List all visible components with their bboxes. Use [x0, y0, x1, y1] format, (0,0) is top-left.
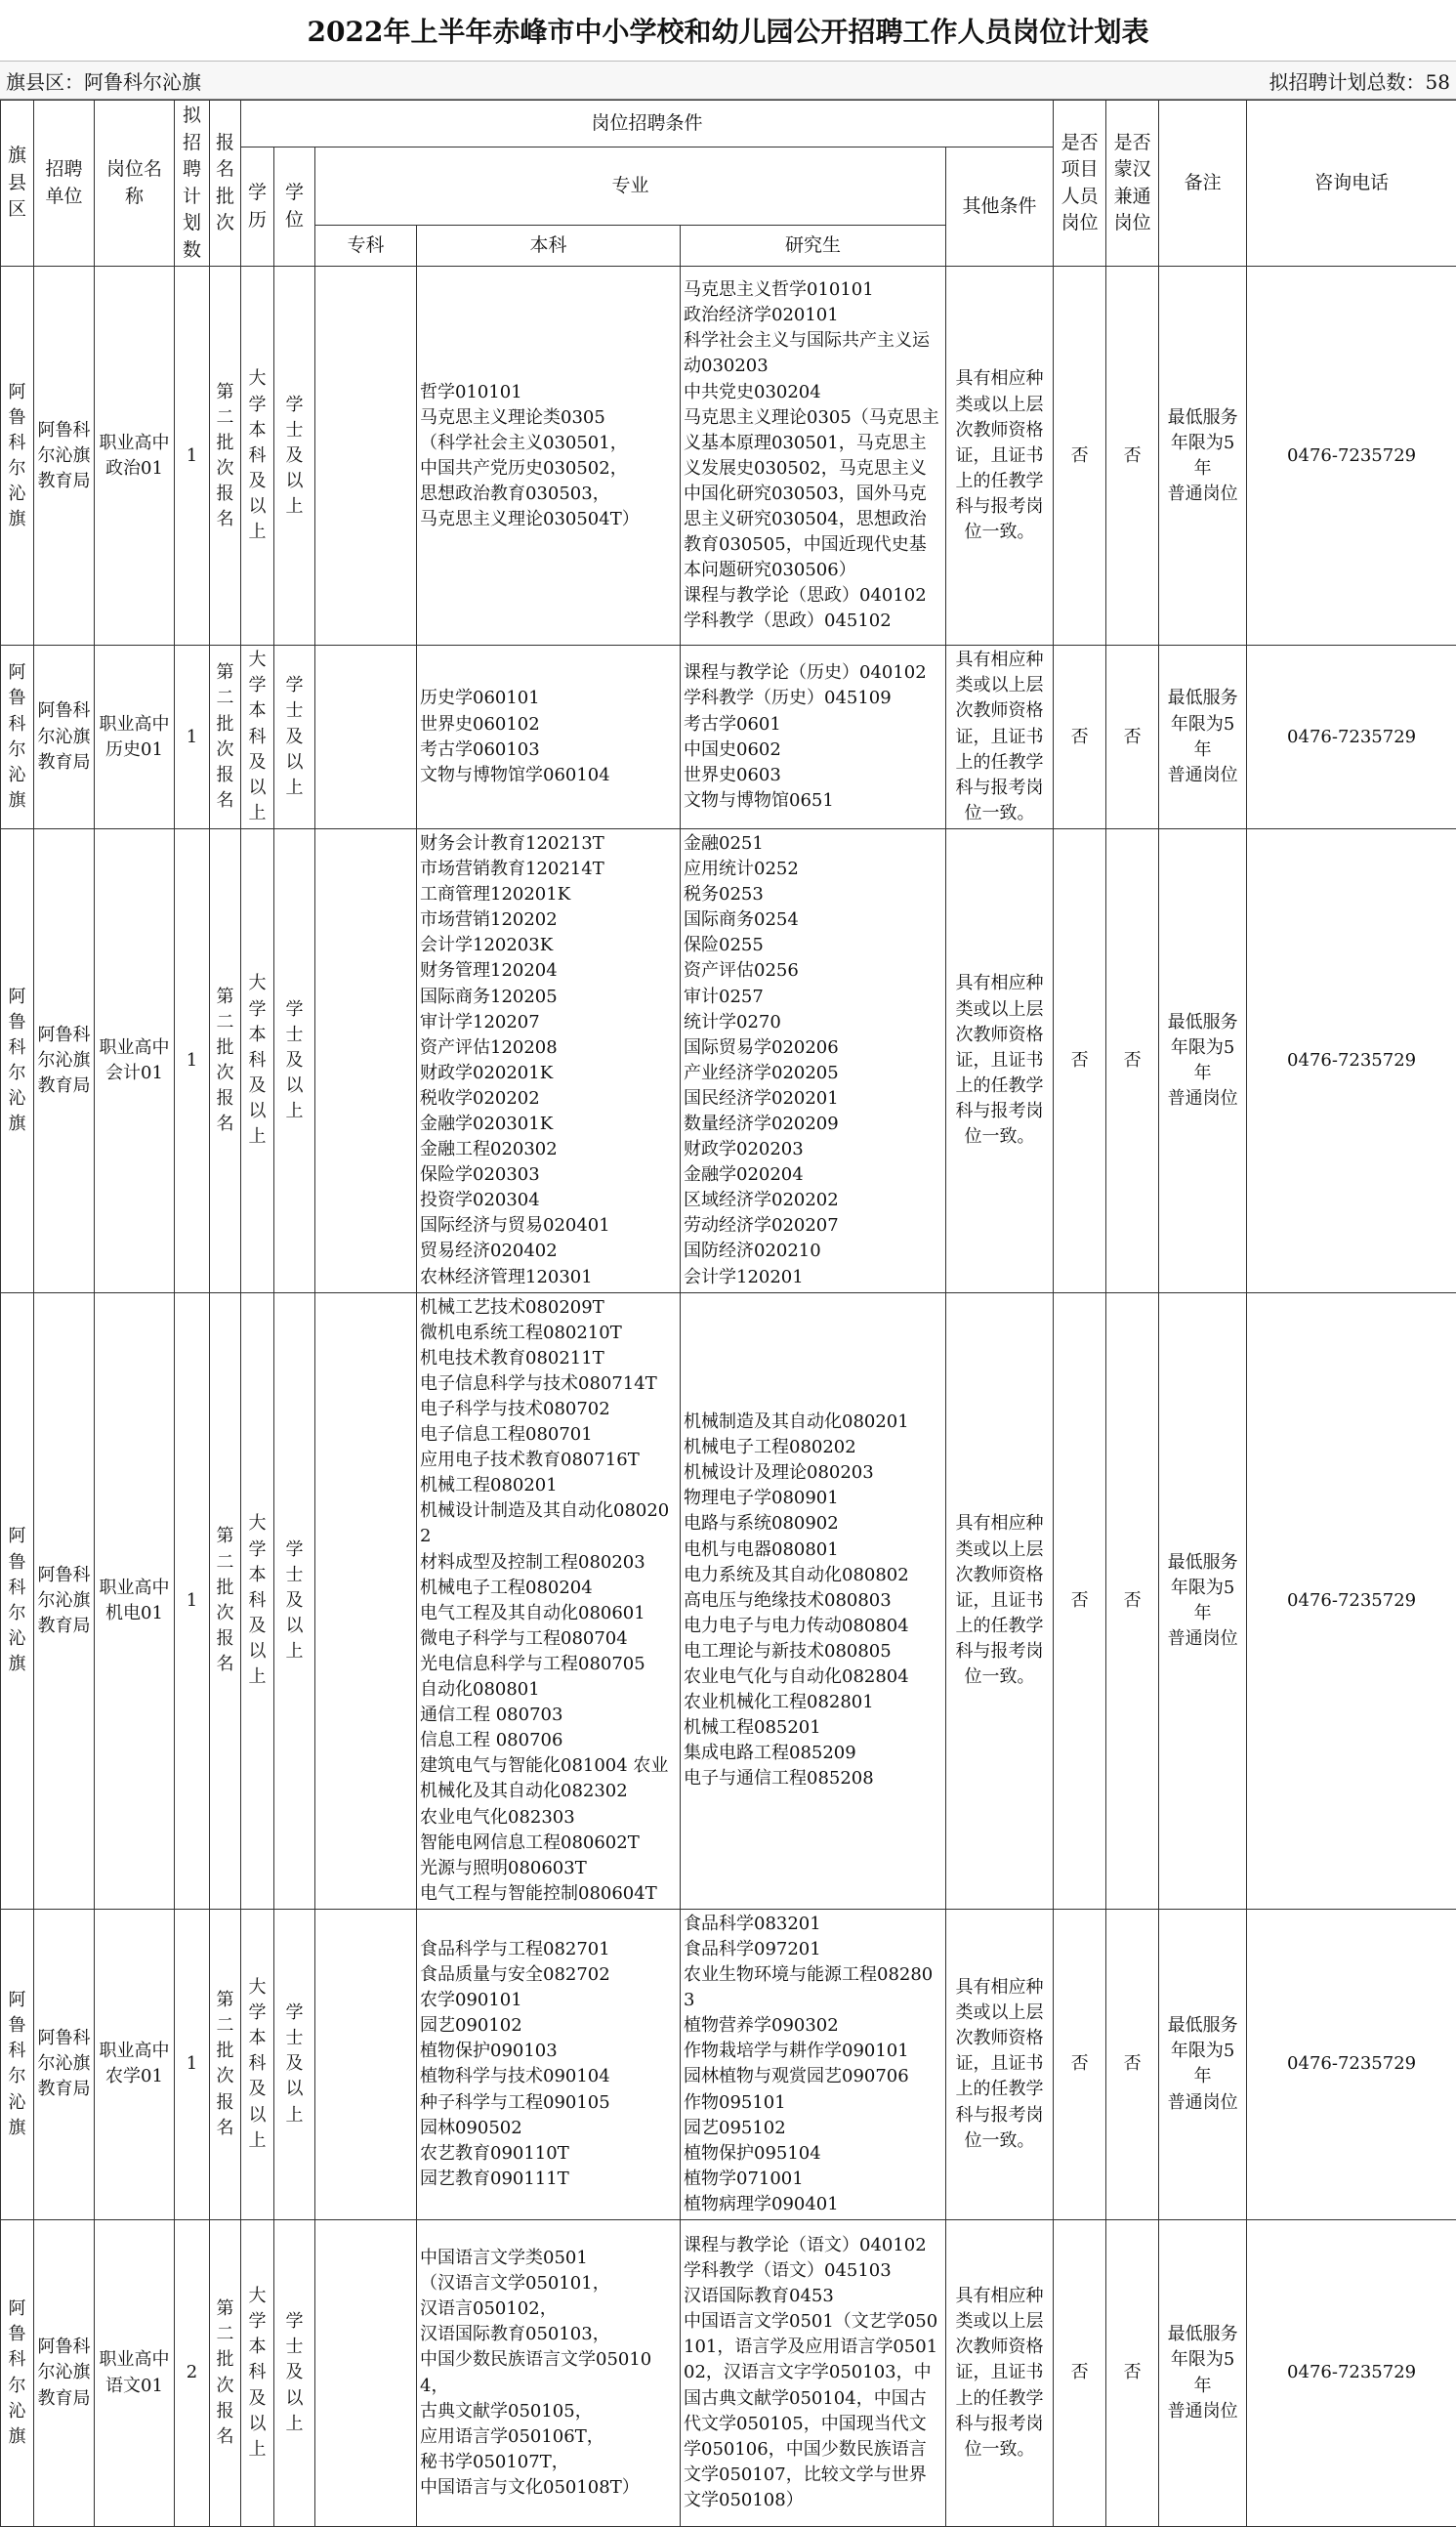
remark-cell — [1159, 267, 1247, 646]
graduate-majors-cell — [681, 828, 946, 1292]
major-item: 学科教学（语文）045103 — [684, 2258, 942, 2284]
table-row — [1, 267, 1456, 646]
major-item: 金融工程020302 — [420, 1137, 677, 1162]
major-item: 信息工程 080706 — [420, 1728, 677, 1753]
phone-cell: 0476-7235729 — [1247, 646, 1456, 829]
junior-college-cell — [315, 828, 417, 1292]
major-item: 农业机械化工程082801 — [684, 1690, 942, 1715]
major-item: 统计学0270 — [684, 1010, 942, 1035]
education-cell: 大学本科及以上 — [241, 2220, 274, 2527]
major-item: 哲学010101 — [420, 380, 677, 405]
major-item: 作物栽培学与耕作学090101 — [684, 2039, 942, 2064]
plan-total-label: 拟招聘计划总数：58 — [1269, 66, 1450, 95]
other-conditions-cell: 具有相应种类或以上层次教师资格证，且证书上的任教学科与报考岗位一致。 — [946, 2220, 1054, 2527]
major-item: 考古学0601 — [684, 712, 942, 737]
project-cell: 否 — [1054, 646, 1106, 829]
bilingual-cell: 否 — [1106, 1292, 1159, 1909]
major-item: 学科教学（历史）045109 — [684, 686, 942, 711]
major-item: 财政学020201K — [420, 1061, 677, 1086]
major-item: 资产评估120208 — [420, 1035, 677, 1061]
major-item: 中国语言文学类0501 — [420, 2246, 677, 2271]
header-degree: 学位 — [274, 147, 315, 267]
header-bilingual: 是否蒙汉兼通岗位 — [1106, 101, 1159, 267]
header-undergraduate: 本科 — [417, 226, 681, 267]
major-item: 机电技术教育080211T — [420, 1346, 677, 1371]
region-label: 旗县区：阿鲁科尔沁旗 — [6, 66, 201, 95]
other-conditions-cell: 具有相应种类或以上层次教师资格证，且证书上的任教学科与报考岗位一致。 — [946, 1909, 1054, 2219]
unit-cell: 阿鲁科尔沁旗教育局 — [34, 828, 95, 1292]
major-item: 农业生物环境与能源工程082803 — [684, 1962, 942, 2013]
major-item: 电气工程及其自动化080601 — [420, 1601, 677, 1626]
header-conditions: 岗位招聘条件 — [241, 101, 1054, 147]
degree-cell: 学士及以上 — [274, 267, 315, 646]
major-item: 思想政治教育030503， — [420, 482, 677, 507]
major-item: 课程与教学论（语文）040102 — [684, 2233, 942, 2258]
junior-college-cell — [315, 646, 417, 829]
major-item: 投资学020304 — [420, 1188, 677, 1213]
remark-cell — [1159, 1292, 1247, 1909]
major-item: 金融学020301K — [420, 1112, 677, 1137]
county-cell: 阿鲁科尔沁旗 — [1, 1909, 34, 2219]
major-item: 电工理论与新技术080805 — [684, 1639, 942, 1664]
major-item: 农艺教育090110T — [420, 2141, 677, 2167]
header-junior-college: 专科 — [315, 226, 417, 267]
major-item: 农业电气化与自动化082804 — [684, 1664, 942, 1690]
header-unit: 招聘单位 — [34, 101, 95, 267]
major-item: 植物学071001 — [684, 2167, 942, 2192]
county-cell: 阿鲁科尔沁旗 — [1, 646, 34, 829]
county-cell: 阿鲁科尔沁旗 — [1, 828, 34, 1292]
remark-service-years: 最低服务年限为5年 — [1162, 1550, 1243, 1626]
project-cell: 否 — [1054, 267, 1106, 646]
remark-position-type: 普通岗位 — [1162, 763, 1243, 788]
major-item: 文物与博物馆学060104 — [420, 763, 677, 788]
major-item: 食品科学083201 — [684, 1912, 942, 1937]
page-title: 2022年上半年赤峰市中小学校和幼儿园公开招聘工作人员岗位计划表 — [0, 0, 1456, 62]
bilingual-cell: 否 — [1106, 2220, 1159, 2527]
project-cell: 否 — [1054, 828, 1106, 1292]
undergraduate-majors-cell — [417, 646, 681, 829]
remark-service-years: 最低服务年限为5年 — [1162, 686, 1243, 762]
plan-count-cell: 1 — [175, 646, 210, 829]
major-item: 光源与照明080603T — [420, 1856, 677, 1881]
major-item: 电子科学与技术080702 — [420, 1397, 677, 1422]
major-item: 汉语言050102， — [420, 2296, 677, 2322]
table-row — [1, 2220, 1456, 2527]
major-item: 课程与教学论（思政）040102 — [684, 583, 942, 609]
graduate-majors-cell — [681, 1909, 946, 2219]
major-item: 应用电子技术教育080716T — [420, 1448, 677, 1473]
major-item: 科学社会主义与国际共产主义运动030203 — [684, 328, 942, 379]
major-item: 集成电路工程085209 — [684, 1741, 942, 1766]
unit-cell: 阿鲁科尔沁旗教育局 — [34, 1909, 95, 2219]
degree-cell: 学士及以上 — [274, 828, 315, 1292]
position-cell: 职业高中历史01 — [95, 646, 175, 829]
project-cell: 否 — [1054, 1292, 1106, 1909]
batch-cell: 第二批次报名 — [210, 1909, 241, 2219]
major-item: 贸易经济020402 — [420, 1239, 677, 1264]
major-item: 国际商务120205 — [420, 985, 677, 1010]
header-position: 岗位名称 — [95, 101, 175, 267]
graduate-majors-cell — [681, 2220, 946, 2527]
junior-college-cell — [315, 267, 417, 646]
major-item: 财务会计教育120213T — [420, 831, 677, 857]
phone-cell: 0476-7235729 — [1247, 1909, 1456, 2219]
major-item: 中国语言与文化050108T） — [420, 2475, 677, 2501]
unit-cell: 阿鲁科尔沁旗教育局 — [34, 2220, 95, 2527]
major-item: 市场营销教育120214T — [420, 857, 677, 882]
major-item: 机械工程080201 — [420, 1473, 677, 1498]
project-cell: 否 — [1054, 2220, 1106, 2527]
major-item: （科学社会主义030501， — [420, 431, 677, 456]
major-item: 财政学020203 — [684, 1137, 942, 1162]
degree-cell: 学士及以上 — [274, 646, 315, 829]
bilingual-cell: 否 — [1106, 646, 1159, 829]
header-other: 其他条件 — [946, 147, 1054, 267]
major-item: 自动化080801 — [420, 1677, 677, 1703]
major-item: 国际贸易学020206 — [684, 1035, 942, 1061]
major-item: 植物保护090103 — [420, 2039, 677, 2064]
major-item: 物理电子学080901 — [684, 1486, 942, 1511]
phone-cell: 0476-7235729 — [1247, 828, 1456, 1292]
major-item: 电子与通信工程085208 — [684, 1766, 942, 1791]
major-item: 国防经济020210 — [684, 1239, 942, 1264]
major-item: 食品科学与工程082701 — [420, 1937, 677, 1962]
major-item: 产业经济学020205 — [684, 1061, 942, 1086]
position-cell: 职业高中会计01 — [95, 828, 175, 1292]
remark-cell — [1159, 2220, 1247, 2527]
county-cell: 阿鲁科尔沁旗 — [1, 267, 34, 646]
education-cell: 大学本科及以上 — [241, 1292, 274, 1909]
header-batch: 报名批次 — [210, 101, 241, 267]
major-item: 国际经济与贸易020401 — [420, 1213, 677, 1239]
major-item: 课程与教学论（历史）040102 — [684, 660, 942, 686]
major-item: 马克思主义哲学010101 — [684, 277, 942, 303]
batch-cell: 第二批次报名 — [210, 2220, 241, 2527]
major-item: 资产评估0256 — [684, 958, 942, 984]
major-item: 机械工艺技术080209T — [420, 1295, 677, 1321]
education-cell: 大学本科及以上 — [241, 267, 274, 646]
major-item: 会计学120201 — [684, 1265, 942, 1290]
phone-cell: 0476-7235729 — [1247, 2220, 1456, 2527]
other-conditions-cell: 具有相应种类或以上层次教师资格证，且证书上的任教学科与报考岗位一致。 — [946, 1292, 1054, 1909]
major-item: 应用统计0252 — [684, 857, 942, 882]
major-item: 植物病理学090401 — [684, 2192, 942, 2217]
major-item: 光电信息科学与工程080705 — [420, 1652, 677, 1677]
major-item: 中国共产党历史030502， — [420, 456, 677, 482]
education-cell: 大学本科及以上 — [241, 828, 274, 1292]
plan-count-cell: 1 — [175, 1909, 210, 2219]
graduate-majors-cell — [681, 267, 946, 646]
project-cell: 否 — [1054, 1909, 1106, 2219]
major-item: 保险0255 — [684, 933, 942, 958]
major-item: 会计学120203K — [420, 933, 677, 958]
remark-cell — [1159, 1909, 1247, 2219]
position-cell: 职业高中机电01 — [95, 1292, 175, 1909]
header-project: 是否项目人员岗位 — [1054, 101, 1106, 267]
major-item: 园林植物与观赏园艺090706 — [684, 2064, 942, 2089]
remark-service-years: 最低服务年限为5年 — [1162, 2013, 1243, 2089]
major-item: 作物095101 — [684, 2090, 942, 2116]
header-plan-count: 拟招聘计划数 — [175, 101, 210, 267]
major-item: 机械电子工程080204 — [420, 1576, 677, 1601]
major-item: 文物与博物馆0651 — [684, 788, 942, 814]
major-item: 农学090101 — [420, 1988, 677, 2013]
batch-cell: 第二批次报名 — [210, 828, 241, 1292]
major-item: 国际商务0254 — [684, 907, 942, 933]
batch-cell: 第二批次报名 — [210, 267, 241, 646]
major-item: 智能电网信息工程080602T — [420, 1831, 677, 1856]
major-item: 学科教学（思政）045102 — [684, 609, 942, 634]
major-item: 机械工程085201 — [684, 1715, 942, 1741]
county-cell: 阿鲁科尔沁旗 — [1, 2220, 34, 2527]
bilingual-cell: 否 — [1106, 267, 1159, 646]
major-item: 中共党史030204 — [684, 380, 942, 405]
remark-service-years: 最低服务年限为5年 — [1162, 405, 1243, 482]
major-item: 汉语国际教育0453 — [684, 2284, 942, 2309]
other-conditions-cell: 具有相应种类或以上层次教师资格证，且证书上的任教学科与报考岗位一致。 — [946, 828, 1054, 1292]
batch-cell: 第二批次报名 — [210, 1292, 241, 1909]
major-item: 中国史0602 — [684, 737, 942, 763]
remark-cell — [1159, 646, 1247, 829]
major-item: 劳动经济学020207 — [684, 1213, 942, 1239]
major-item: 马克思主义理论030504T） — [420, 507, 677, 532]
major-item: 金融0251 — [684, 831, 942, 857]
county-cell: 阿鲁科尔沁旗 — [1, 1292, 34, 1909]
major-item: 中国少数民族语言文学050104， — [420, 2347, 677, 2398]
degree-cell: 学士及以上 — [274, 2220, 315, 2527]
major-item: 机械设计制造及其自动化080202 — [420, 1498, 677, 1549]
major-item: 古典文献学050105， — [420, 2399, 677, 2424]
major-item: 农业电气化082303 — [420, 1805, 677, 1831]
major-item: 秘书学050107T， — [420, 2450, 677, 2475]
major-item: 税务0253 — [684, 882, 942, 907]
education-cell: 大学本科及以上 — [241, 1909, 274, 2219]
undergraduate-majors-cell — [417, 1292, 681, 1909]
header-major: 专业 — [315, 147, 946, 226]
batch-cell: 第二批次报名 — [210, 646, 241, 829]
table-row — [1, 646, 1456, 829]
major-item: 电子信息科学与技术080714T — [420, 1371, 677, 1397]
header-remark: 备注 — [1159, 101, 1247, 267]
phone-cell: 0476-7235729 — [1247, 267, 1456, 646]
junior-college-cell — [315, 1909, 417, 2219]
remark-service-years: 最低服务年限为5年 — [1162, 2322, 1243, 2398]
major-item: （汉语言文学050101， — [420, 2271, 677, 2296]
header-graduate: 研究生 — [681, 226, 946, 267]
plan-count-cell: 1 — [175, 828, 210, 1292]
education-cell: 大学本科及以上 — [241, 646, 274, 829]
major-item: 保险学020303 — [420, 1162, 677, 1188]
plan-count-cell: 1 — [175, 267, 210, 646]
remark-position-type: 普通岗位 — [1162, 1626, 1243, 1652]
major-item: 电机与电器080801 — [684, 1537, 942, 1563]
bilingual-cell: 否 — [1106, 828, 1159, 1292]
major-item: 通信工程 080703 — [420, 1703, 677, 1728]
major-item: 电力电子与电力传动080804 — [684, 1614, 942, 1639]
major-item: 马克思主义理论0305（马克思主义基本原理030501，马克思主义发展史030502，马克思主义中国化研究030503，国外马克思主义研究030504，思想政治教育030505，中国近现代史基本问题研究030506） — [684, 405, 942, 584]
major-item: 应用语言学050106T， — [420, 2424, 677, 2450]
major-item: 世界史0603 — [684, 763, 942, 788]
summary-bar — [0, 62, 1456, 100]
graduate-majors-cell — [681, 1292, 946, 1909]
major-item: 电子信息工程080701 — [420, 1422, 677, 1448]
major-item: 审计学120207 — [420, 1010, 677, 1035]
position-cell: 职业高中农学01 — [95, 1909, 175, 2219]
major-item: 世界史060102 — [420, 712, 677, 737]
junior-college-cell — [315, 2220, 417, 2527]
major-item: 区域经济学020202 — [684, 1188, 942, 1213]
major-item: 数量经济学020209 — [684, 1112, 942, 1137]
major-item: 电路与系统080902 — [684, 1511, 942, 1537]
other-conditions-cell: 具有相应种类或以上层次教师资格证，且证书上的任教学科与报考岗位一致。 — [946, 267, 1054, 646]
major-item: 机械设计及理论080203 — [684, 1460, 942, 1486]
major-item: 电气工程与智能控制080604T — [420, 1881, 677, 1907]
major-item: 农林经济管理120301 — [420, 1265, 677, 1290]
junior-college-cell — [315, 1292, 417, 1909]
table-row — [1, 1292, 1456, 1909]
remark-cell — [1159, 828, 1247, 1292]
major-item: 国民经济学020201 — [684, 1086, 942, 1112]
remark-position-type: 普通岗位 — [1162, 1086, 1243, 1112]
major-item: 审计0257 — [684, 985, 942, 1010]
major-item: 园艺095102 — [684, 2116, 942, 2141]
unit-cell: 阿鲁科尔沁旗教育局 — [34, 646, 95, 829]
degree-cell: 学士及以上 — [274, 1909, 315, 2219]
bilingual-cell: 否 — [1106, 1909, 1159, 2219]
major-item: 植物科学与技术090104 — [420, 2064, 677, 2089]
major-item: 食品质量与安全082702 — [420, 1962, 677, 1988]
header-county: 旗县区 — [1, 101, 34, 267]
major-item: 税收学020202 — [420, 1086, 677, 1112]
undergraduate-majors-cell — [417, 828, 681, 1292]
major-item: 植物营养学090302 — [684, 2013, 942, 2039]
major-item: 微电子科学与工程080704 — [420, 1626, 677, 1652]
major-item: 政治经济学020101 — [684, 303, 942, 328]
major-item: 高电压与绝缘技术080803 — [684, 1588, 942, 1614]
major-item: 马克思主义理论类0305 — [420, 405, 677, 431]
remark-position-type: 普通岗位 — [1162, 2090, 1243, 2116]
major-item: 中国语言文学0501（文艺学050101，语言学及应用语言学050102，汉语言文字学050103，中国古典文献学050104，中国古代文学050105，中国现当代文学050106，中国少数民族语言文学050107，比较文学与世界文学050108） — [684, 2309, 942, 2513]
degree-cell: 学士及以上 — [274, 1292, 315, 1909]
major-item: 材料成型及控制工程080203 — [420, 1550, 677, 1576]
major-item: 食品科学097201 — [684, 1937, 942, 1962]
unit-cell: 阿鲁科尔沁旗教育局 — [34, 267, 95, 646]
position-cell: 职业高中政治01 — [95, 267, 175, 646]
table-row — [1, 1909, 1456, 2219]
major-item: 市场营销120202 — [420, 907, 677, 933]
major-item: 机械电子工程080202 — [684, 1435, 942, 1460]
major-item: 园林090502 — [420, 2116, 677, 2141]
major-item: 微机电系统工程080210T — [420, 1321, 677, 1346]
major-item: 植物保护095104 — [684, 2141, 942, 2167]
remark-position-type: 普通岗位 — [1162, 2399, 1243, 2424]
major-item: 考古学060103 — [420, 737, 677, 763]
undergraduate-majors-cell — [417, 267, 681, 646]
header-education: 学历 — [241, 147, 274, 267]
major-item: 机械制造及其自动化080201 — [684, 1410, 942, 1435]
position-cell: 职业高中语文01 — [95, 2220, 175, 2527]
major-item: 园艺090102 — [420, 2013, 677, 2039]
major-item: 汉语国际教育050103， — [420, 2322, 677, 2347]
major-item: 金融学020204 — [684, 1162, 942, 1188]
major-item: 电力系统及其自动化080802 — [684, 1563, 942, 1588]
plan-count-cell: 1 — [175, 1292, 210, 1909]
plan-count-cell: 2 — [175, 2220, 210, 2527]
header-phone: 咨询电话 — [1247, 101, 1456, 267]
table-row — [1, 828, 1456, 1292]
positions-table — [0, 100, 1456, 2527]
remark-service-years: 最低服务年限为5年 — [1162, 1010, 1243, 1086]
remark-position-type: 普通岗位 — [1162, 482, 1243, 507]
graduate-majors-cell — [681, 646, 946, 829]
major-item: 种子科学与工程090105 — [420, 2090, 677, 2116]
major-item: 历史学060101 — [420, 686, 677, 711]
major-item: 园艺教育090111T — [420, 2167, 677, 2192]
major-item: 财务管理120204 — [420, 958, 677, 984]
major-item: 建筑电气与智能化081004 农业机械化及其自动化082302 — [420, 1753, 677, 1804]
unit-cell: 阿鲁科尔沁旗教育局 — [34, 1292, 95, 1909]
other-conditions-cell: 具有相应种类或以上层次教师资格证，且证书上的任教学科与报考岗位一致。 — [946, 646, 1054, 829]
major-item: 工商管理120201K — [420, 882, 677, 907]
undergraduate-majors-cell — [417, 1909, 681, 2219]
phone-cell: 0476-7235729 — [1247, 1292, 1456, 1909]
undergraduate-majors-cell — [417, 2220, 681, 2527]
